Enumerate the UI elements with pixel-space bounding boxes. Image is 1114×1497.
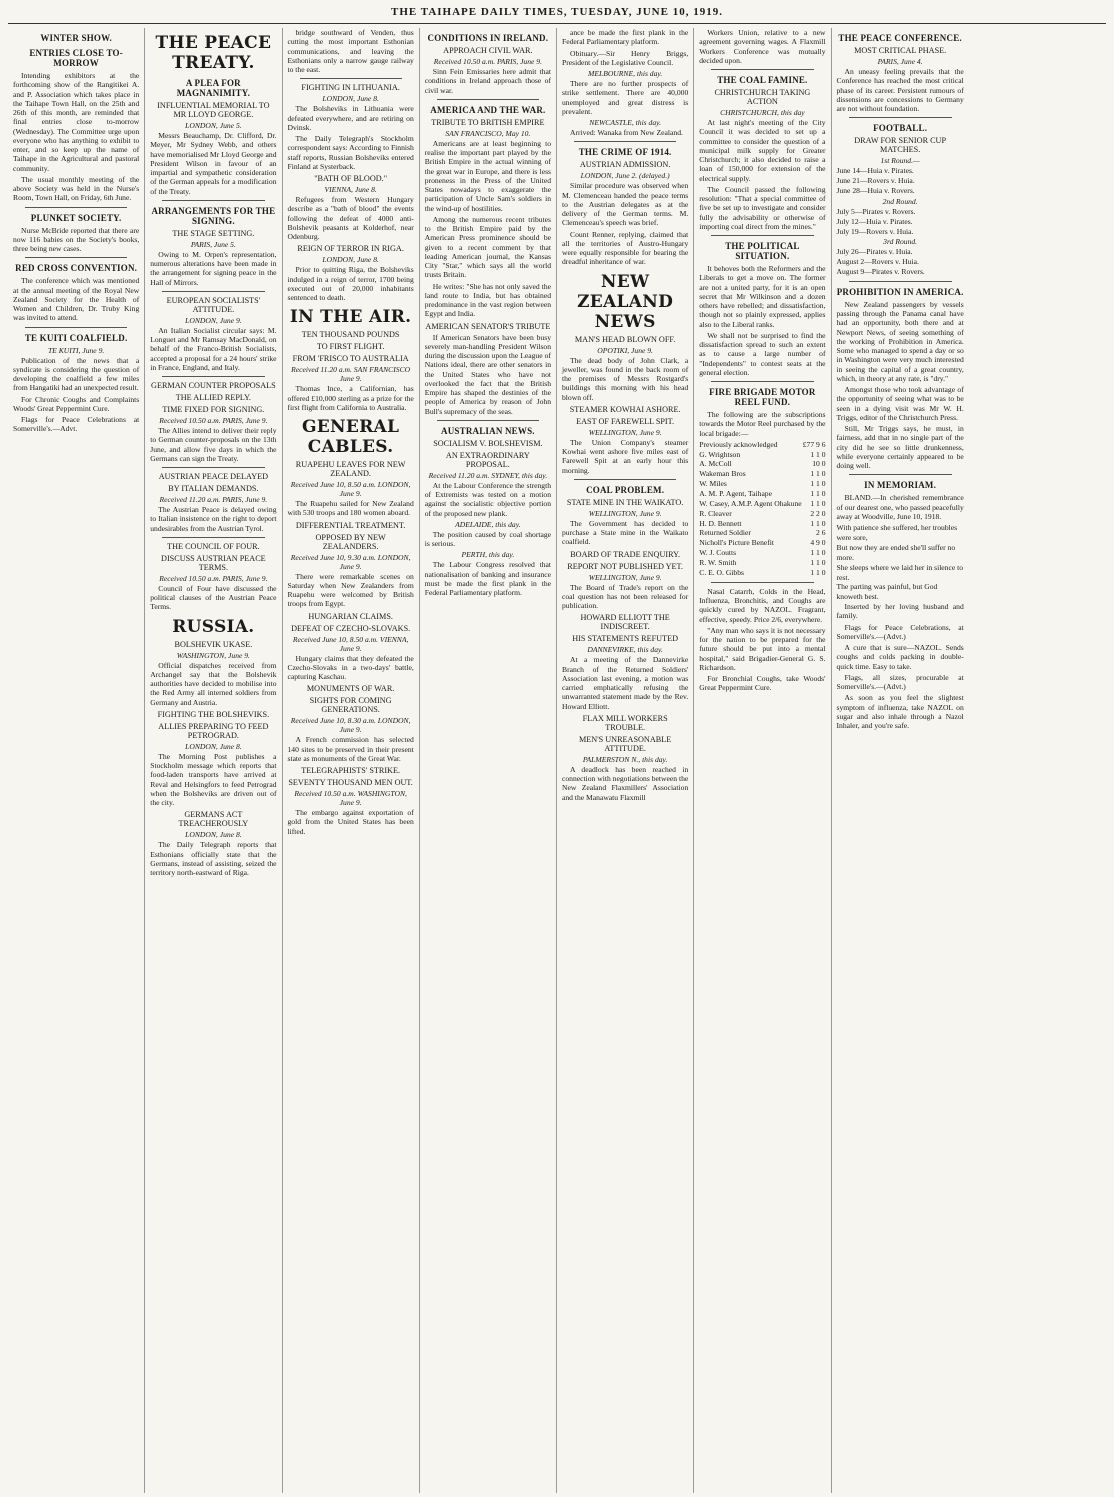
subscription-amount: 2 2 0 (810, 508, 826, 518)
subscriber-name: Wakeman Bros (699, 469, 746, 479)
article-paragraph: Workers Union, relative to a new agreement governing wages. A Flaxmill Workers Conference was mutually decided upon. (699, 28, 826, 65)
column-rule (849, 474, 952, 475)
article-subheading: SIGHTS FOR COMING GENERATIONS. (309, 696, 392, 715)
article-subheading: SEVENTY THOUSAND MEN OUT. (288, 778, 413, 787)
article-paragraph: Messrs Beauchamp, Dr. Clifford, Dr. Meyer, Mr Sydney Webb, and others have memorialised Mr Lloyd George and President Wilson in favour of an impartial and sympathetic consideration of the German appeals for a modification of the Treaty. (150, 131, 277, 196)
article-headline: THE PEACE CONFERENCE. (838, 33, 962, 43)
article-subheading: GERMAN COUNTER PROPOSALS (151, 381, 276, 390)
article-subheading: HOWARD ELLIOTT THE INDISCREET. (580, 613, 670, 632)
column-rule (162, 467, 264, 468)
article-headline: CONDITIONS IN IRELAND. (427, 33, 549, 43)
article-subheading: BY ITALIAN DEMANDS. (168, 484, 259, 493)
column-rule (162, 291, 264, 292)
subscriber-name: H. D. Bennett (699, 518, 742, 528)
article-paragraph: A deadlock has been reached in connection with negotiations between the New Zealand Flaxmillers' Association and the Manawatu Flaxmill (562, 764, 689, 802)
article-paragraph: The position caused by coal shortage is serious. (424, 529, 551, 548)
columns (8, 28, 1106, 1493)
article-subheading: TEN THOUSAND POUNDS (301, 330, 400, 340)
article-paragraph: New Zealand passengers by vessels passing through the Panama canal have had an opportunity, both there and at Newport News, of seeing something of the working of Prohibition in America. Some who managed to spend a day or so in Washington were very much interested in seeing the capital of a great country, which, in theory at any rate, is "dry." (836, 299, 964, 383)
article-paragraph: Similar procedure was observed when M. Clemenceau handed the peace terms to the Austrian delegates as at the delivery of the German terms. M. Clemenceau's speech was brief. (562, 181, 689, 228)
article-subheading: BOARD OF TRADE ENQUIRY. (570, 549, 681, 559)
column-2 (145, 28, 282, 1493)
article-subheading: FIGHTING IN LITHUANIA. (301, 83, 400, 93)
article-subheading: THE ALLIED REPLY. (175, 393, 251, 402)
article-subheading: OPPOSED BY NEW ZEALANDERS. (315, 532, 386, 551)
article-subheading: DRAW FOR SENIOR CUP MATCHES. (854, 136, 947, 155)
article-headline: AMERICA AND THE WAR. (430, 104, 546, 115)
dateline: NEWCASTLE, this day. (589, 118, 661, 127)
dateline: WELLINGTON, June 9. (588, 427, 662, 437)
dateline: Received June 10, 9.30 a.m. LONDON, June 9. (290, 552, 411, 571)
subscription-row (699, 469, 825, 479)
column-rule (849, 281, 952, 282)
article-paragraph: The Union Company's steamer Kowhai went ashore five miles east of Farewell Spit at an early hour this morning. (562, 437, 689, 475)
subscriber-name: R. W. Smith (699, 558, 737, 568)
article-headline: THE COAL FAMINE. (717, 75, 808, 85)
article-paragraph: The following are the subscriptions towards the Motor Reel purchased by the local brigade:— (699, 410, 826, 438)
article-paragraph: The Government has decided to purchase a State mine in the Waikato coalfield. (562, 518, 689, 547)
article-subheading: THE STAGE SETTING. (172, 228, 255, 238)
subscription-row (699, 509, 825, 519)
subscription-row (699, 479, 825, 489)
article-headline: A PLEA FOR MAGNANIMITY. (176, 78, 251, 98)
article-paragraph: The conference which was mentioned at the annual meeting of the Royal New Zealand Society for the Health of Women and Children, Dr. Truby King was invited to attend. (13, 276, 140, 323)
article-paragraph: For Chronic Coughs and Complaints Woods' Great Peppermint Cure. (13, 394, 140, 413)
subscription-row (699, 528, 825, 538)
column-rule (574, 141, 676, 142)
article-subheading: MEN'S UNREASONABLE ATTITUDE. (579, 734, 672, 753)
subscription-amount: 1 1 0 (810, 548, 826, 558)
article-paragraph: A cure that is sure—NAZOL. Sends coughs and colds packing in double-quick time. Easy to take. (836, 643, 964, 671)
article-headline: FOOTBALL. (873, 123, 928, 134)
article-headline: COAL PROBLEM. (586, 484, 665, 495)
article-paragraph: At last night's meeting of the City Council it was decided to set up a committee to consider the question of a municipal milk supply for Greater Christchurch; it also decided to raise a loan of 150,000 for extension of the electrical supply. (699, 118, 826, 183)
section-heading: THE PEACE TREATY. (155, 33, 272, 73)
article-paragraph: At the Labour Conference the strength of Extremists was tested on a motion against the socialistic objective portion of the proposed new plank. (424, 480, 551, 518)
article-paragraph: ance be made the first plank in the Federal Parliamentary platform. (562, 28, 689, 47)
dateline: TE KUITI, June 9. (47, 345, 105, 355)
column-rule (711, 381, 813, 382)
subscription-row (699, 450, 825, 460)
column-rule (162, 376, 264, 377)
dateline: CHRISTCHURCH, this day (720, 108, 805, 117)
dateline: LONDON, June 5. (185, 121, 242, 130)
article-paragraph: bridge southward of Venden, thus cutting the most important Esthonian communications, and leaving the Esthonians only a narrow gauge railway to the east. (287, 28, 414, 74)
list-line: July 12—Huia v. Pirates. (836, 216, 913, 226)
dateline: VIENNA, June 8. (324, 185, 377, 194)
article-headline: THE POLITICAL SITUATION. (725, 241, 800, 261)
article-paragraph: Arrived: Wanaka from New Zealand. (570, 128, 683, 137)
article-subheading: GERMANS ACT TREACHEROUSLY (178, 810, 249, 829)
article-subheading: TO FIRST FLIGHT. (316, 342, 385, 352)
subscription-row (699, 489, 825, 499)
article-paragraph: A French commission has selected 140 sites to be preserved in their present state as monuments of the Great War. (287, 735, 414, 763)
article-paragraph: Thomas Ince, a Californian, has offered £10,000 sterling as a prize for the first flight from California to Australia. (287, 384, 414, 412)
list-line: August 9—Pirates v. Rovers. (836, 267, 925, 277)
dateline: WELLINGTON, June 9. (588, 508, 662, 518)
article-paragraph: The Morning Post publishes a Stockholm message which reports that food-laden transports have arrived at Reval and Helsingfors to feed Petrograd when the Bolsheviks are driven out of the city. (150, 751, 277, 807)
article-subheading: FLAX MILL WORKERS TROUBLE. (582, 713, 668, 732)
article-subheading: HIS STATEMENTS REFUTED (572, 634, 679, 644)
article-paragraph: Flags, all sizes, procurable at Somerville's.—(Advt.) (836, 672, 964, 692)
article-paragraph: Official dispatches received from Archangel say that the Bolshevik authorities have decided to mobilise into the Red Army all interned soldiers from Germany and Austria. (150, 660, 277, 707)
subscription-row (699, 519, 825, 529)
article-paragraph: An uneasy feeling prevails that the Conference has reached the most critical phase of its career. Persistent rumours of dissensions are concessions to Germany are not without foundation. (836, 67, 964, 113)
subscriber-name: Previously acknowledged (699, 439, 778, 449)
section-heading: NEW ZEALAND NEWS (577, 271, 674, 332)
article-subheading: FROM 'FRISCO TO AUSTRALIA (292, 354, 409, 364)
section-heading: IN THE AIR. (289, 307, 412, 328)
article-paragraph: Amongst those who took advantage of the opportunity of seeing what was to be seen in a dying visit was Mr W. H. Triggs, editor of the Christchurch Press. (836, 385, 964, 422)
article-paragraph: He writes: "She has not only saved the land route to India, but has obtained predominance in the vast region between Egypt and India. (424, 281, 551, 319)
dateline: WELLINGTON, June 9. (588, 572, 662, 582)
dateline: Received 11.20 a.m. PARIS, June 9. (159, 495, 268, 504)
dateline: Received June 10, 8.50 a.m. VIENNA, June 9. (292, 634, 409, 653)
dateline: LONDON, June 8. (185, 741, 242, 751)
dateline: Received 11.20 a.m. SYDNEY, this day. (428, 470, 548, 480)
article-subheading: BOLSHEVIK UKASE. (174, 639, 253, 649)
article-paragraph: BLAND.—In cherished remembrance of our dearest one, who passed peacefully away at Woodville, June 10, 1918. (836, 493, 964, 521)
column-rule (25, 327, 127, 328)
list-line: July 26—Pirates v. Huia. (836, 247, 913, 257)
article-subheading: THE COUNCIL OF FOUR. (167, 541, 260, 551)
article-paragraph: At a meeting of the Dannevirke Branch of the Returned Soldiers' Association last evening, a motion was carried emphatically refusing the unwarranted statement made by the Rev. Howard Elliott. (562, 655, 689, 711)
dateline: PALMERSTON N., this day. (582, 754, 668, 764)
article-paragraph: The Ruapehu sailed for New Zealand with 530 troops and 180 women aboard. (287, 499, 414, 518)
article-paragraph: If American Senators have been busy severely man-handling President Wilson during the discussion upon the League of Nations ideal, there are other senators in the United States who have not overlooked the fact that the British Empire has shaped the destinies of the people of America by reason of John Bull's supremacy of the seas. (424, 332, 551, 416)
article-subheading: EUROPEAN SOCIALISTS' ATTITUDE. (166, 295, 261, 314)
article-subheading: RUAPEHU LEAVES FOR NEW ZEALAND. (295, 460, 406, 478)
subscription-amount: 10 0 (812, 459, 826, 469)
article-subheading: TELEGRAPHISTS' STRIKE. (301, 766, 401, 775)
article-headline: PLUNKET SOCIETY. (30, 212, 122, 223)
article-subheading: DISCUSS AUSTRIAN PEACE TERMS. (161, 553, 266, 572)
article-subheading: INFLUENTIAL MEMORIAL TO MR LLOYD GEORGE. (157, 101, 270, 119)
column-rule (849, 117, 952, 118)
article-paragraph: Intending exhibitors at the forthcoming show of the Rangitikei A. and P. Association which takes place in the Taihape Town Hall, on the 25th and 26th of this month, are reminded that final entries close to-morrow (Wednesday). The Committee urge upon everyone who has anything to exhibit to enter, and so keep up the name of Taihape in the Agricultural and pastoral community. (13, 71, 140, 173)
article-paragraph: The usual monthly meeting of the above Society was held in the Nurse's Room, Town Hall, on Friday, 6th June. (13, 174, 140, 203)
column-6 (694, 28, 831, 1493)
article-paragraph: Council of Four have discussed the political clauses of the Austrian Peace Terms. (150, 583, 277, 612)
section-heading: GENERAL CABLES. (301, 417, 400, 457)
subscriber-name: W. J. Coutts (699, 548, 737, 558)
article-paragraph: For Bronchial Coughs, take Woods' Great Peppermint Cure. (699, 674, 826, 693)
dateline: Received June 10, 8.50 a.m. LONDON, June 9. (290, 480, 411, 498)
column-rule (300, 78, 402, 79)
dateline: 1st Round.— (880, 156, 920, 166)
column-4 (420, 28, 557, 1493)
subscription-amount: 1 1 0 (810, 518, 826, 528)
article-subheading: DIFFERENTIAL TREATMENT. (295, 520, 406, 530)
article-headline: RED CROSS CONVENTION. (15, 263, 138, 274)
article-subheading: AN EXTRAORDINARY PROPOSAL. (445, 450, 530, 469)
article-headline: IN MEMORIAM. (864, 480, 937, 491)
article-paragraph: The dead body of John Clark, a jeweller, was found in the back room of the premises of Messrs Rostgard's buildings this morning with his head blown off. (562, 355, 689, 402)
article-paragraph: An Italian Socialist circular says: M. Longuet and Mr Ramsay MacDonald, on behalf of the Franco-British Socialists, accepted a proposal for a 24 hours' strike in France, England, and Italy. (150, 325, 277, 372)
article-paragraph: It behoves both the Reformers and the Liberals to get a move on. The former are not a united party, for it is an open secret that Mr Wilkinson and a dozen others have rebelled; and dissatisfaction, though not so plainly expressed, applies also to the Liberal ranks. (699, 264, 826, 329)
subscription-amount: 4 9 0 (810, 538, 826, 548)
dateline: LONDON, June 2. (delayed.) (580, 171, 670, 181)
article-headline: ARRANGEMENTS FOR THE SIGNING. (151, 205, 276, 226)
dateline: Received June 10, 8.30 a.m. LONDON, June 9. (290, 716, 411, 735)
dateline: DANNEVIRKE, this day. (587, 645, 663, 655)
article-headline: THE CRIME OF 1914. (578, 147, 672, 158)
article-paragraph: Americans are at least beginning to realise the important part played by the British Empire in the actual winning of the great war in Europe, and there is less proneness in the Press of the United States nowadays to exaggerate the participation of Uncle Sam's soldiers in the wind-up of hostilities. (424, 138, 551, 213)
subscription-amount: 1 1 0 (810, 469, 826, 479)
column-3 (283, 28, 420, 1493)
subscription-amount: 1 1 0 (810, 567, 826, 577)
subscription-amount: 1 1 0 (810, 558, 826, 568)
article-subheading: "BATH OF BLOOD." (314, 174, 388, 183)
column-rule (711, 582, 813, 583)
column-rule (25, 257, 127, 258)
dateline: WASHINGTON, June 9. (176, 650, 250, 660)
list-line: June 28—Huia v. Rovers. (836, 185, 915, 195)
article-paragraph: Still, Mr Triggs says, he must, in fairness, add that in no single part of the city did he see so little drunkenness, while everyone certainly appeared to be doing well. (836, 424, 964, 471)
article-subheading: MONUMENTS OF WAR. (306, 684, 395, 694)
article-paragraph: The Bolsheviks in Lithuania were defeated everywhere, and are retiring on Dvinsk. (287, 104, 414, 132)
article-headline: PROHIBITION IN AMERICA. (836, 286, 964, 297)
list-line: June 14—Huia v. Pirates. (836, 166, 914, 176)
subscription-amount: 1 1 0 (810, 449, 826, 459)
article-paragraph: Flags for Peace Celebrations at Somerville's.—Advt. (13, 415, 140, 434)
subscription-row (699, 558, 825, 568)
section-heading: RUSSIA. (172, 616, 255, 637)
dateline: PARIS, June 5. (190, 239, 236, 249)
subscription-row (699, 440, 825, 450)
dateline: ADELAIDE, this day. (455, 519, 521, 529)
article-subheading: SOCIALISM V. BOLSHEVISM. (433, 438, 543, 448)
masthead: THE TAIHAPE DAILY TIMES, TUESDAY, JUNE 10, 1919. (8, 6, 1106, 24)
article-headline: AUSTRALIAN NEWS. (441, 425, 535, 436)
article-paragraph: Among the numerous recent tributes to the British Empire paid by the American Press prominence should be given to a recent comment by that leading American journal, the Kansas City "Star," which says all the world trusts Britain. (424, 214, 551, 280)
article-subheading: TRIBUTE TO BRITISH EMPIRE (431, 117, 545, 127)
article-paragraph: The Daily Telegraph's Stockholm correspondent says: According to Finnish staff reports, Russian Bolsheviks entered Finland at Systerback. (287, 134, 414, 171)
subscription-row (699, 499, 825, 509)
list-line: July 5—Pirates v. Rovers. (836, 206, 916, 216)
subscriber-name: W. Casey, A.M.P. Agent Ohakune (699, 498, 802, 508)
article-paragraph: Obituary.—Sir Henry Briggs, President of the Legislative Council. (562, 48, 689, 67)
article-paragraph: "Any man who says it is not necessary for the nation to be prepared for the future should be put into a mental hospital," said Brigadier-General G. S. Richardson. (699, 625, 826, 672)
subscription-row (699, 459, 825, 469)
dateline: Received 10.50 a.m. PARIS, June 9. (159, 416, 268, 425)
column-rule (574, 479, 676, 480)
dateline: LONDON, June 8. (322, 255, 379, 265)
article-subheading: AUSTRIAN PEACE DELAYED (158, 472, 269, 481)
dateline: Received 10.50 a.m. WASHINGTON, June 9. (294, 789, 407, 807)
article-headline: WINTER SHOW. (40, 33, 112, 43)
subscription-row (699, 538, 825, 548)
subscription-amount: £77 9 6 (802, 439, 826, 449)
subscription-row (699, 548, 825, 558)
subscriber-name: G. Wrightson (699, 449, 741, 459)
article-paragraph: As soon as you feel the slightest symptom of influenza, take NAZOL on sugar and also inhale through a Nazol Inhaler, and you're safe. (836, 693, 964, 731)
article-subheading: TIME FIXED FOR SIGNING. (162, 405, 265, 414)
article-subheading: FIGHTING THE BOLSHEVIKS. (157, 709, 270, 719)
dateline: LONDON, June 8. (185, 830, 242, 840)
article-paragraph: Owing to M. Orpen's representation, numerous alterations have been made in the arrangement for signing peace in the Hall of Mirrors. (150, 249, 277, 287)
article-paragraph: Prior to quitting Riga, the Bolsheviks indulged in a reign of terror, 1700 being executed out of 20,000 inhabitants sentenced to death. (287, 265, 414, 302)
article-paragraph: There were remarkable scenes on Saturday when New Zealanders from Ruapehu were welcomed by British troops from Egypt. (287, 571, 414, 609)
dateline: SAN FRANCISCO, May 10. (445, 128, 531, 138)
subscriber-name: A. M. P. Agent, Taihape (699, 489, 772, 499)
list-line: July 19—Rovers v. Huia. (836, 226, 914, 236)
dateline: Received 11.20 a.m. SAN FRANCISCO June 9. (291, 365, 411, 384)
subscription-amount: 1 1 0 (810, 489, 826, 499)
article-subheading: ALLIES PREPARING TO FEED PETROGRAD. (158, 721, 269, 740)
article-subheading: REPORT NOT PUBLISHED YET. (567, 561, 683, 571)
article-paragraph: The Austrian Peace is delayed owing to Italian insistence on the right to deport undesirables from the Austrian Tyrol. (150, 505, 277, 533)
list-line: She sleeps where we laid her in silence to rest. (836, 562, 964, 582)
article-paragraph: The Labour Congress resolved that nationalisation of banking and insurance must be made the first plank in the Federal Parliamentary platform. (424, 560, 551, 597)
column-rule (162, 537, 264, 538)
dateline: PERTH, this day. (461, 550, 515, 560)
subscriber-name: W. Miles (699, 479, 727, 489)
article-paragraph: The embargo against exportation of gold from the United States has been lifted. (287, 808, 414, 836)
article-subheading: MAN'S HEAD BLOWN OFF. (574, 334, 676, 344)
article-paragraph: Refugees from Western Hungary describe as a "bath of blood" the events following the defeat of 4000 anti-Bolshevik peasants at Kolderhof, near Odenburg. (287, 195, 414, 241)
list-line: August 2—Rovers v. Huia. (836, 257, 919, 267)
article-paragraph: Publication of the news that a syndicate is considering the question of developing the coalfield a few miles from Hangatiki had an unexpected result. (13, 355, 140, 393)
article-paragraph: Sinn Fein Emissaries here admit that conditions in Ireland approach those of civil war. (424, 67, 551, 95)
dateline: PARIS, June 4. (877, 57, 923, 66)
article-paragraph: Count Renner, replying, claimed that all the territories of Austro-Hungary were equally responsible for bearing the dreadful inheritance of war. (562, 229, 689, 267)
dateline: Received 10.50 a.m. PARIS, June 9. (433, 57, 542, 66)
subscriber-name: Returned Soldier (699, 528, 751, 538)
column-rule (25, 207, 127, 208)
article-paragraph: Inserted by her loving husband and family. (836, 602, 964, 621)
dateline: 2nd Round. (882, 196, 918, 206)
column-rule (437, 99, 539, 100)
column-rule (711, 235, 813, 236)
article-subheading: STEAMER KOWHAI ASHORE. (569, 404, 681, 414)
article-paragraph: The Allies intend to deliver their reply to German counter-proposals on the 13th June, and allow five days in which the Germans can sign the Treaty. (150, 426, 277, 463)
subscription-amount: 1 1 0 (810, 479, 826, 489)
article-paragraph: There are no further prospects of strike settlement. There are 40,000 unemployed and great distress is prevalent. (562, 79, 689, 116)
list-line: The parting was painful, but God knoweth best. (836, 582, 938, 602)
article-paragraph: We shall not be surprised to find the dissatisfaction spread to such an extent as to cause a large number of "Independents" to contest seats at the general election. (699, 330, 826, 377)
column-7 (832, 28, 969, 1493)
dateline: 3rd Round. (883, 237, 918, 247)
column-rule (162, 200, 264, 201)
article-headline: FIRE BRIGADE MOTOR REEL FUND. (709, 387, 816, 407)
column-rule (437, 420, 539, 421)
subscriber-name: C. E. O. Gibbs (699, 567, 744, 577)
article-subheading: APPROACH CIVIL WAR. (443, 46, 533, 55)
column-rule (711, 69, 813, 70)
article-paragraph: Nasal Catarrh, Colds in the Head, Influenza, Bronchitis, and Coughs are quickly cured by NAZOL. Fragrant, effective, speedy. Price 2/6, everywhere. (699, 586, 826, 624)
subscriber-name: R. Cleaver (699, 508, 732, 518)
article-paragraph: The Daily Telegraph reports that Esthonians officially state that the Germans, instead of assisting, seized the territory north-eastward of Riga. (150, 840, 277, 877)
subscription-row (699, 568, 825, 578)
article-subheading: AMERICAN SENATOR'S TRIBUTE (425, 321, 551, 331)
article-subheading: REIGN OF TERROR IN RIGA. (297, 244, 404, 254)
article-paragraph: The Board of Trade's report on the coal question has not been released for publication. (562, 582, 689, 610)
article-headline: ENTRIES CLOSE TO-MORROW (29, 48, 123, 68)
article-subheading: CHRISTCHURCH TAKING ACTION (714, 88, 811, 106)
list-line: With patience she suffered, her troubles were sore, (836, 523, 958, 543)
article-headline: TE KUITI COALFIELD. (24, 332, 128, 343)
article-subheading: MOST CRITICAL PHASE. (854, 46, 947, 55)
dateline: Received 10.50 a.m. PARIS, June 9. (159, 573, 268, 583)
article-paragraph: The Council passed the following resolution: "That a special committee of five be set up to investigate and consider fully the advisability or otherwise of importing coal direct from the mines." (699, 184, 826, 231)
article-paragraph: Hungary claims that they defeated the Czecho-Slovaks in a two-days' battle, capturing Kaschau. (287, 653, 414, 681)
article-paragraph: Nurse McBride reported that there are now 116 babies on the Society's books, three being new cases. (13, 225, 140, 253)
list-line: June 21—Rovers v. Huia. (836, 176, 915, 186)
dateline: OPOTIKI, June 9. (597, 345, 653, 355)
article-subheading: AUSTRIAN ADMISSION. (579, 160, 671, 170)
article-subheading: HUNGARIAN CLAIMS. (308, 611, 393, 621)
dateline: LONDON, June 9. (185, 315, 242, 325)
dateline: LONDON, June 8. (322, 94, 379, 104)
subscriber-name: A. McColl (699, 459, 732, 469)
subscription-amount: 2 6 (816, 528, 826, 538)
column-5 (557, 28, 694, 1493)
column-1 (8, 28, 145, 1493)
article-subheading: DEFEAT OF CZECHO-SLOVAKS. (291, 623, 411, 633)
article-paragraph: Flags for Peace Celebrations, at Somerville's.—(Advt.) (836, 622, 964, 641)
subscription-amount: 1 1 0 (810, 498, 826, 508)
article-subheading: STATE MINE IN THE WAIKATO. (566, 497, 684, 507)
subscriber-name: Nicholl's Picture Benefit (699, 538, 775, 548)
list-line: But now they are ended she'll suffer no more. (836, 542, 956, 562)
article-subheading: EAST OF FAREWELL SPIT. (576, 416, 675, 426)
dateline: MELBOURNE, this day. (588, 69, 663, 78)
